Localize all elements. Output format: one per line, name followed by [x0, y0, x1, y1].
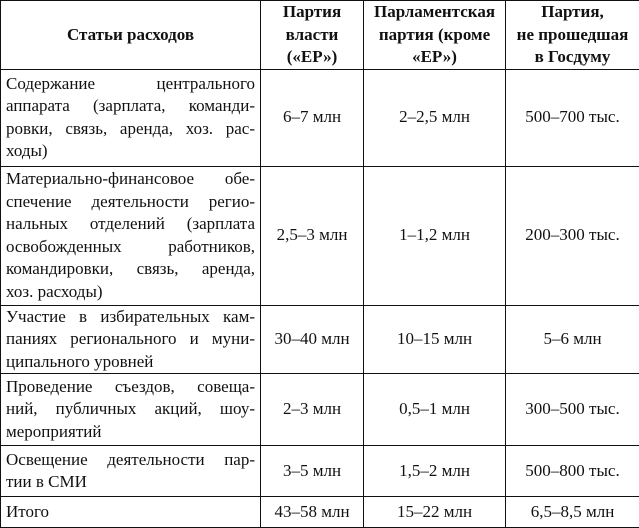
ruling-value: 30–40 млн	[261, 305, 364, 374]
expense-item	[1, 374, 261, 446]
table-row	[1, 166, 639, 305]
expense-item-line: спечение деятельности регио-	[6, 191, 255, 214]
expense-item-line: ходы)	[6, 140, 255, 163]
header-row	[1, 1, 639, 70]
expense-item-line: ровки, связь, аренда, хоз. рас-	[6, 118, 255, 141]
expense-item-line: Содержание центрального	[6, 73, 255, 96]
expense-item-line: паниях регионального и муни-	[6, 328, 255, 351]
non-parliamentary-value: 500–700 тыс.	[506, 69, 639, 166]
table-row	[1, 374, 639, 446]
parliamentary-value: 0,5–1 млн	[364, 374, 506, 446]
parliamentary-value: 2–2,5 млн	[364, 69, 506, 166]
expense-item	[1, 166, 261, 305]
header-ruling-party: Партия власти («ЕР»)	[261, 1, 364, 70]
ruling-value: 2–3 млн	[261, 374, 364, 446]
expense-item-line: командировки, связь, аренда,	[6, 258, 255, 281]
header-items: Статьи расходов	[1, 1, 261, 70]
ruling-value: 43–58 млн	[261, 497, 364, 528]
expense-item-line: Проведение съездов, совеща-	[6, 376, 255, 399]
non-parliamentary-value: 6,5–8,5 млн	[506, 497, 639, 528]
expense-item-line: Участие в избирательных кам-	[6, 306, 255, 329]
parliamentary-value: 10–15 млн	[364, 305, 506, 374]
expense-item-line: аппарата (зарплата, команди-	[6, 95, 255, 118]
ruling-value: 2,5–3 млн	[261, 166, 364, 305]
expense-item	[1, 69, 261, 166]
expense-item	[1, 446, 261, 497]
parliamentary-value: 1,5–2 млн	[364, 446, 506, 497]
expense-item-line: нальных отделений (зарплата	[6, 213, 255, 236]
expense-item	[1, 305, 261, 374]
expense-item-line: хоз. расходы)	[6, 281, 255, 304]
ruling-value: 6–7 млн	[261, 69, 364, 166]
table-row	[1, 69, 639, 166]
expense-item-line: тии в СМИ	[6, 471, 255, 494]
non-parliamentary-value: 300–500 тыс.	[506, 374, 639, 446]
table-row	[1, 305, 639, 374]
expense-item-line: освобожденных работников,	[6, 236, 255, 259]
non-parliamentary-value: 500–800 тыс.	[506, 446, 639, 497]
expense-item-line: Материально-финансовое обе-	[6, 168, 255, 191]
expense-item-line: ципального уровней	[6, 351, 255, 374]
ruling-value: 3–5 млн	[261, 446, 364, 497]
non-parliamentary-value: 5–6 млн	[506, 305, 639, 374]
expense-item-line: Итого	[6, 501, 255, 524]
header-non-parliamentary-party: Партия, не прошедшая в Госдуму	[506, 1, 639, 70]
parliamentary-value: 1–1,2 млн	[364, 166, 506, 305]
table-row	[1, 497, 639, 528]
expense-item-line: мероприятий	[6, 421, 255, 444]
header-parliamentary-party: Парламентская партия (кроме «ЕР»)	[364, 1, 506, 70]
parliamentary-value: 15–22 млн	[364, 497, 506, 528]
expense-item-line: ний, публичных акций, шоу-	[6, 398, 255, 421]
table-row	[1, 446, 639, 497]
expense-item-line: Освещение деятельности пар-	[6, 449, 255, 472]
non-parliamentary-value: 200–300 тыс.	[506, 166, 639, 305]
expense-item	[1, 497, 261, 528]
